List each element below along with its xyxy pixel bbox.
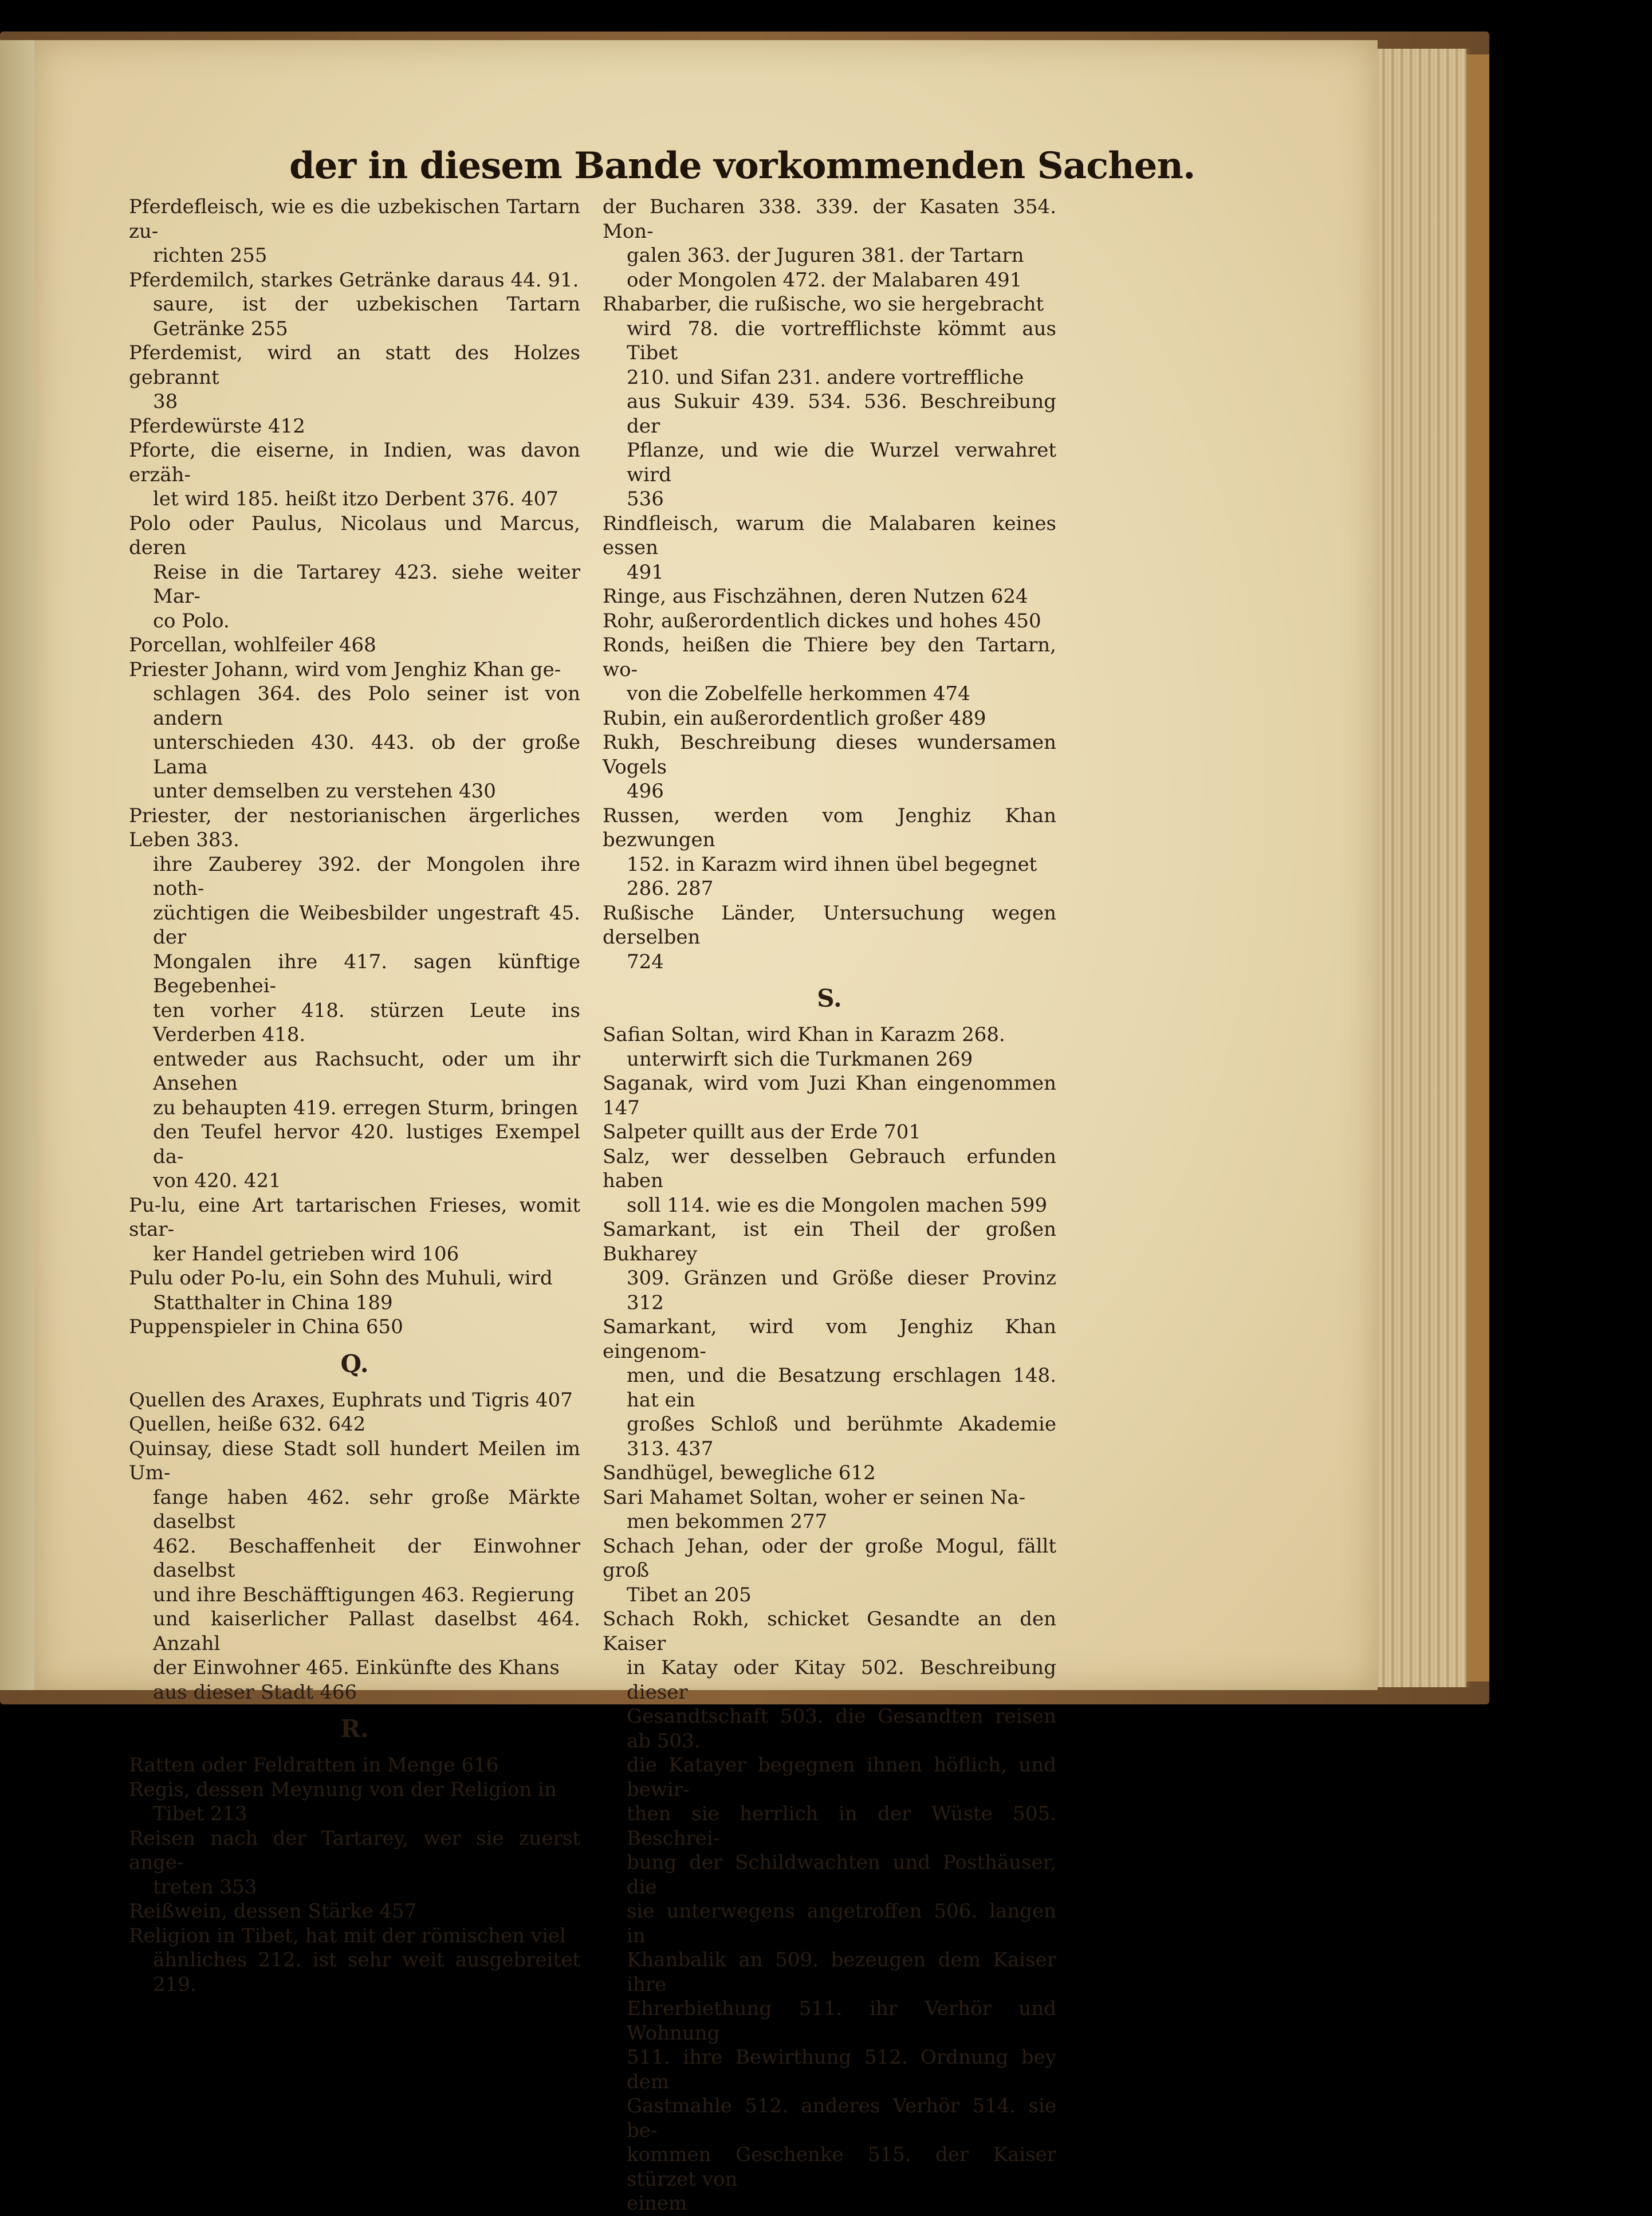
entry-headline: Rubin, ein außerordentlich großer 489 xyxy=(603,706,986,730)
index-column-left xyxy=(129,195,580,1997)
entry-continuation: 496 xyxy=(627,780,664,803)
entry-continuation: men, und die Besatzung erschlagen 148. hat ein xyxy=(627,1364,1056,1412)
entry-headline: Quinsay, diese Stadt soll hundert Meilen im Um- xyxy=(129,1437,580,1484)
index-entry xyxy=(603,730,1056,804)
section-letter: Q. xyxy=(340,1349,369,1378)
entry-continuation: aus dieser Stadt 466 xyxy=(153,1680,357,1704)
entry-continuation: treten 353 xyxy=(153,1875,257,1899)
entry-headline: Quellen des Araxes, Euphrats und Tigris 407 xyxy=(129,1388,573,1412)
entry-continuation: unterschieden 430. 443. ob der große Lama xyxy=(153,731,580,779)
entry-continuation: zu behaupten 419. erregen Sturm, bringen xyxy=(153,1096,579,1119)
entry-headline: Schach Rokh, schicket Gesandte an den Kaiser xyxy=(603,1608,1056,1655)
index-entry xyxy=(603,1461,1056,1486)
entry-continuation: 309. Gränzen und Größe dieser Provinz 312 xyxy=(627,1267,1056,1314)
entry-continuation: ähnliches 212. ist sehr weit ausgebreitet 219. xyxy=(153,1948,580,1996)
entry-headline: Samarkant, wird vom Jenghiz Khan eingenom- xyxy=(603,1315,1056,1363)
index-entry xyxy=(129,1266,580,1315)
entry-continuation: then sie herrlich in der Wüste 505. Beschrei- xyxy=(627,1802,1056,1850)
entry-continuation: Tibet an 205 xyxy=(627,1583,752,1606)
index-entry xyxy=(603,292,1056,512)
index-entry xyxy=(129,195,580,268)
entry-continuation: 152. in Karazm wird ihnen übel begegnet xyxy=(627,852,1037,876)
entry-headline: Safian Soltan, wird Khan in Karazm 268. xyxy=(603,1023,1005,1046)
entry-continuation: saure, ist der uzbekischen Tartarn Getränke 255 xyxy=(153,293,580,340)
entry-continuation: unterwirft sich die Turkmanen 269 xyxy=(627,1047,973,1071)
entry-continuation: ihre Zauberey 392. der Mongolen ihre noth- xyxy=(153,852,580,900)
index-entry xyxy=(129,1388,580,1413)
entry-continuation: sie unterwegens angetroffen 506. langen in xyxy=(627,1900,1056,1947)
entry-headline: Quellen, heiße 632. 642 xyxy=(129,1413,366,1436)
index-entry xyxy=(603,195,1056,292)
entry-headline: Ringe, aus Fischzähnen, deren Nutzen 624 xyxy=(603,585,1028,608)
entry-headline: Rhabarber, die rußische, wo sie hergebracht xyxy=(603,293,1044,316)
entry-headline: Rukh, Beschreibung dieses wundersamen Vogels xyxy=(603,731,1056,779)
entry-continuation: 286. 287 xyxy=(627,877,714,900)
entry-continuation: fange haben 462. sehr große Märkte daselbst xyxy=(153,1486,580,1533)
entry-headline: Samarkant, ist ein Theil der großen Bukharey xyxy=(603,1218,1056,1266)
entry-headline: der Bucharen 338. 339. der Kasaten 354. Mon- xyxy=(603,195,1056,243)
index-entry xyxy=(603,1145,1056,1218)
entry-headline: Pferdefleisch, wie es die uzbekischen Tartarn zu- xyxy=(129,195,580,243)
entry-continuation: in Katay oder Kitay 502. Beschreibung dieser xyxy=(627,1656,1056,1704)
entry-continuation: Tibet 213 xyxy=(153,1802,247,1825)
index-entry xyxy=(129,1193,580,1267)
index-entry xyxy=(129,512,580,634)
index-entry xyxy=(129,1315,580,1339)
entry-continuation: 210. und Sifan 231. andere vortreffliche xyxy=(627,366,1024,389)
entry-continuation: Khanbalik an 509. bezeugen dem Kaiser ihre xyxy=(627,1948,1056,1996)
entry-continuation: oder Mongolen 472. der Malabaren 491 xyxy=(627,268,1022,292)
entry-headline: Rohr, außerordentlich dickes und hohes 450 xyxy=(603,609,1041,632)
index-entry xyxy=(603,1534,1056,1608)
index-entry xyxy=(129,438,580,512)
entry-headline: Porcellan, wohlfeiler 468 xyxy=(129,634,376,657)
entry-headline: Salpeter quillt aus der Erde 701 xyxy=(603,1121,921,1144)
entry-continuation: bung der Schildwachten und Posthäuser, die xyxy=(627,1851,1056,1899)
entry-continuation: men bekommen 277 xyxy=(627,1510,828,1533)
entry-continuation: züchtigen die Weibesbilder ungestraft 45. der xyxy=(153,901,580,949)
entry-continuation: den Teufel hervor 420. lustiges Exempel da- xyxy=(153,1121,580,1168)
entry-continuation: von die Zobelfelle herkommen 474 xyxy=(627,682,970,705)
entry-continuation: galen 363. der Juguren 381. der Tartarn xyxy=(627,244,1024,267)
book-spine-edge xyxy=(1466,54,1489,1681)
index-entry xyxy=(129,633,580,658)
index-entry xyxy=(603,1315,1056,1461)
section-letter: R. xyxy=(340,1715,369,1743)
entry-headline: Polo oder Paulus, Nicolaus und Marcus, deren xyxy=(129,512,580,559)
entry-headline: Pulu oder Po-lu, ein Sohn des Muhuli, wird xyxy=(129,1267,553,1290)
entry-continuation: die Katayer begegnen ihnen höflich, und bewir- xyxy=(627,1754,1056,1801)
entry-continuation: Ehrerbiethung 511. ihr Verhör und Wohnung xyxy=(627,1997,1056,2045)
entry-continuation: und ihre Beschäfftigungen 463. Regierung xyxy=(153,1583,575,1606)
entry-continuation: schlagen 364. des Polo seiner ist von andern xyxy=(153,682,580,730)
entry-continuation: 511. ihre Bewirthung 512. Ordnung bey dem xyxy=(627,2046,1056,2093)
entry-continuation: und kaiserlicher Pallast daselbst 464. Anzahl xyxy=(153,1608,580,1655)
entry-headline: Sari Mahamet Soltan, woher er seinen Na- xyxy=(603,1486,1026,1509)
entry-continuation: richten 255 xyxy=(153,244,268,267)
entry-continuation: einem xyxy=(627,2192,687,2215)
entry-continuation: let wird 185. heißt itzo Derbent 376. 407 xyxy=(153,488,558,510)
entry-headline: Sandhügel, bewegliche 612 xyxy=(603,1461,876,1484)
entry-headline: Priester Johann, wird vom Jenghiz Khan ge- xyxy=(129,658,561,681)
entry-continuation: Gastmahle 512. anderes Verhör 514. sie be- xyxy=(627,2095,1056,2142)
entry-continuation: ker Handel getrieben wird 106 xyxy=(153,1242,459,1266)
index-entry xyxy=(603,706,1056,731)
entry-continuation: Statthalter in China 189 xyxy=(153,1291,393,1314)
index-entry xyxy=(129,1899,580,1924)
entry-headline: Reisen nach der Tartarey, wer sie zuerst ange- xyxy=(129,1826,580,1874)
index-entry xyxy=(603,1217,1056,1315)
entry-headline: Pforte, die eiserne, in Indien, was davon erzäh- xyxy=(129,439,580,486)
index-entry xyxy=(129,658,580,804)
entry-headline: Russen, werden vom Jenghiz Khan bezwungen xyxy=(603,804,1056,851)
entry-continuation: kommen Geschenke 515. der Kaiser stürzet von xyxy=(627,2143,1056,2191)
entry-continuation: soll 114. wie es die Mongolen machen 599 xyxy=(627,1193,1048,1217)
index-entry xyxy=(603,1607,1056,2216)
entry-continuation: 536 xyxy=(627,488,664,510)
index-entry xyxy=(603,584,1056,609)
index-entry xyxy=(603,901,1056,975)
entry-headline: Schach Jehan, oder der große Mogul, fällt groß xyxy=(603,1534,1056,1582)
index-entry xyxy=(603,609,1056,634)
entry-continuation: 724 xyxy=(627,950,664,973)
running-head: der in diesem Bande vorkommenden Sachen. xyxy=(289,144,1195,187)
entry-continuation: ten vorher 418. stürzen Leute ins Verderben 418. xyxy=(153,999,580,1046)
index-entry xyxy=(603,1071,1056,1120)
entry-headline: Religion in Tibet, hat mit der römischen viel xyxy=(129,1924,566,1947)
index-entry xyxy=(129,268,580,341)
entry-headline: Saganak, wird vom Juzi Khan eingenommen 147 xyxy=(603,1072,1056,1119)
entry-headline: Pu-lu, eine Art tartarischen Frieses, womit star- xyxy=(129,1193,580,1241)
entry-headline: Rindfleisch, warum die Malabaren keines essen xyxy=(603,512,1056,559)
index-entry xyxy=(129,341,580,414)
index-entry xyxy=(129,1412,580,1437)
entry-headline: Puppenspieler in China 650 xyxy=(129,1315,403,1338)
entry-continuation: von 420. 421 xyxy=(153,1169,281,1192)
index-entry xyxy=(603,633,1056,706)
entry-continuation: Pflanze, und wie die Wurzel verwahret wird xyxy=(627,439,1056,486)
section-letter: S. xyxy=(817,984,842,1012)
index-entry xyxy=(603,512,1056,585)
index-entry xyxy=(129,1753,580,1778)
entry-headline: Pferdemist, wird an statt des Holzes gebrannt xyxy=(129,341,580,389)
index-entry xyxy=(129,1826,580,1900)
entry-continuation: Gesandtschaft 503. die Gesandten reisen ab 503. xyxy=(627,1705,1056,1753)
entry-continuation: wird 78. die vortrefflichste kömmt aus Tibet xyxy=(627,317,1056,364)
index-entry xyxy=(129,1778,580,1826)
entry-continuation: entweder aus Rachsucht, oder um ihr Ansehen xyxy=(153,1047,580,1095)
entry-continuation: co Polo. xyxy=(153,609,230,632)
entry-continuation: Reise in die Tartarey 423. siehe weiter Mar- xyxy=(153,560,580,608)
entry-headline: Ratten oder Feldratten in Menge 616 xyxy=(129,1754,499,1777)
entry-continuation: 462. Beschaffenheit der Einwohner daselbst xyxy=(153,1534,580,1582)
entry-headline: Rußische Länder, Untersuchung wegen derselben xyxy=(603,901,1056,949)
page-edges xyxy=(1378,49,1470,1687)
entry-continuation: Mongalen ihre 417. sagen künftige Begebenhei- xyxy=(153,950,580,997)
entry-headline: Reißwein, dessen Stärke 457 xyxy=(129,1900,417,1923)
entry-continuation: der Einwohner 465. Einkünfte des Khans xyxy=(153,1656,560,1679)
index-entry xyxy=(129,1437,580,1705)
entry-continuation: 38 xyxy=(153,390,178,413)
index-entry xyxy=(129,1924,580,1997)
index-entry xyxy=(603,1486,1056,1534)
entry-continuation: unter demselben zu verstehen 430 xyxy=(153,780,496,803)
entry-headline: Regis, dessen Meynung von der Religion in xyxy=(129,1778,557,1801)
index-entry xyxy=(129,414,580,439)
index-column-right xyxy=(603,195,1056,2216)
index-entry xyxy=(603,1120,1056,1145)
entry-headline: Priester, der nestorianischen ärgerliches Leben 383. xyxy=(129,804,580,851)
entry-continuation: großes Schloß und berühmte Akademie 313. 437 xyxy=(627,1413,1056,1460)
entry-headline: Ronds, heißen die Thiere bey den Tartarn, wo- xyxy=(603,634,1056,681)
entry-headline: Pferdemilch, starkes Getränke daraus 44. 91. xyxy=(129,268,579,292)
index-entry xyxy=(129,804,580,1193)
index-entry xyxy=(603,804,1056,901)
entry-headline: Pferdewürste 412 xyxy=(129,414,305,438)
entry-continuation: 491 xyxy=(627,560,664,584)
entry-headline: Salz, wer desselben Gebrauch erfunden haben xyxy=(603,1145,1056,1192)
index-entry xyxy=(603,1023,1056,1071)
entry-continuation: aus Sukuir 439. 534. 536. Beschreibung der xyxy=(627,390,1056,438)
